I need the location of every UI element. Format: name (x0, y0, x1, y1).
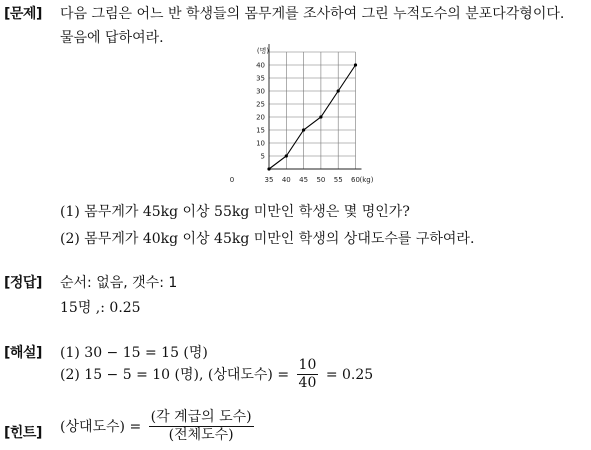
x-tick-label-45: 45 (299, 176, 309, 184)
y-axis-unit: (명) (256, 47, 270, 55)
relative-frequency-fraction (297, 358, 319, 392)
hint-formula-left: (상대도수) = (60, 418, 142, 435)
fraction-numerator: 10 (297, 358, 319, 375)
explanation-line-2 (60, 358, 373, 392)
explanation-line-1: (1) 30 − 15 = 15 (명) (60, 345, 208, 361)
data-point-45 (302, 128, 305, 131)
hint-formula (60, 410, 257, 444)
answer-tag: [정답] (4, 275, 42, 291)
fraction-denominator: 40 (298, 375, 317, 392)
x-tick-label-60: 60 (351, 176, 360, 184)
problem-line-2: 물음에 답하여라. (60, 30, 164, 46)
y-tick-label-40: 40 (256, 61, 265, 70)
origin-label: 0 (229, 176, 235, 184)
question-1: (1) 몸무게가 45kg 이상 55kg 미만인 학생은 몇 명인가? (60, 204, 410, 220)
y-tick-label-15: 15 (256, 126, 265, 135)
explanation-formula-left: (2) 15 − 5 = 10 (명), (상대도수) = (60, 366, 290, 383)
x-axis-unit: (kg) (359, 176, 374, 184)
hint-fraction-numerator: (각 계급의 도수) (149, 410, 254, 427)
data-point-60 (354, 63, 357, 66)
y-tick-label-10: 10 (256, 139, 265, 148)
cumulative-frequency-chart (222, 44, 402, 186)
answer-line-2: 15명 ,: 0.25 (60, 300, 141, 316)
chart-axes (269, 44, 362, 169)
data-point-50 (319, 115, 322, 118)
problem-tag: [문제] (4, 6, 42, 22)
y-tick-label-20: 20 (256, 113, 265, 122)
y-tick-label-35: 35 (256, 74, 265, 83)
x-tick-label-40: 40 (281, 176, 291, 184)
x-tick-label-35: 35 (264, 176, 274, 184)
question-2: (2) 몸무게가 40kg 이상 45kg 미만인 학생의 상대도수를 구하여라. (60, 231, 475, 247)
answer-line-1: 순서: 없음, 갯수: 1 (60, 275, 178, 291)
explanation-tag: [해설] (4, 345, 42, 361)
hint-fraction-denominator: (전체도수) (168, 427, 234, 444)
problem-line-1: 다음 그림은 어느 반 학생들의 몸무게를 조사하여 그린 누적도수의 분포다각형이다. (60, 6, 565, 22)
hint-tag: [힌트] (4, 425, 42, 441)
y-tick-label-30: 30 (256, 87, 265, 96)
x-tick-label-55: 55 (333, 176, 343, 184)
chart-labels (230, 46, 374, 184)
data-point-40 (285, 154, 288, 157)
y-tick-label-5: 5 (260, 152, 265, 161)
data-point-55 (337, 89, 340, 92)
x-tick-label-50: 50 (316, 176, 326, 184)
y-tick-label-25: 25 (256, 100, 265, 109)
data-point-35 (267, 167, 270, 170)
chart-grid (269, 52, 356, 169)
hint-fraction (149, 410, 254, 444)
explanation-formula-right: = 0.25 (325, 366, 374, 383)
